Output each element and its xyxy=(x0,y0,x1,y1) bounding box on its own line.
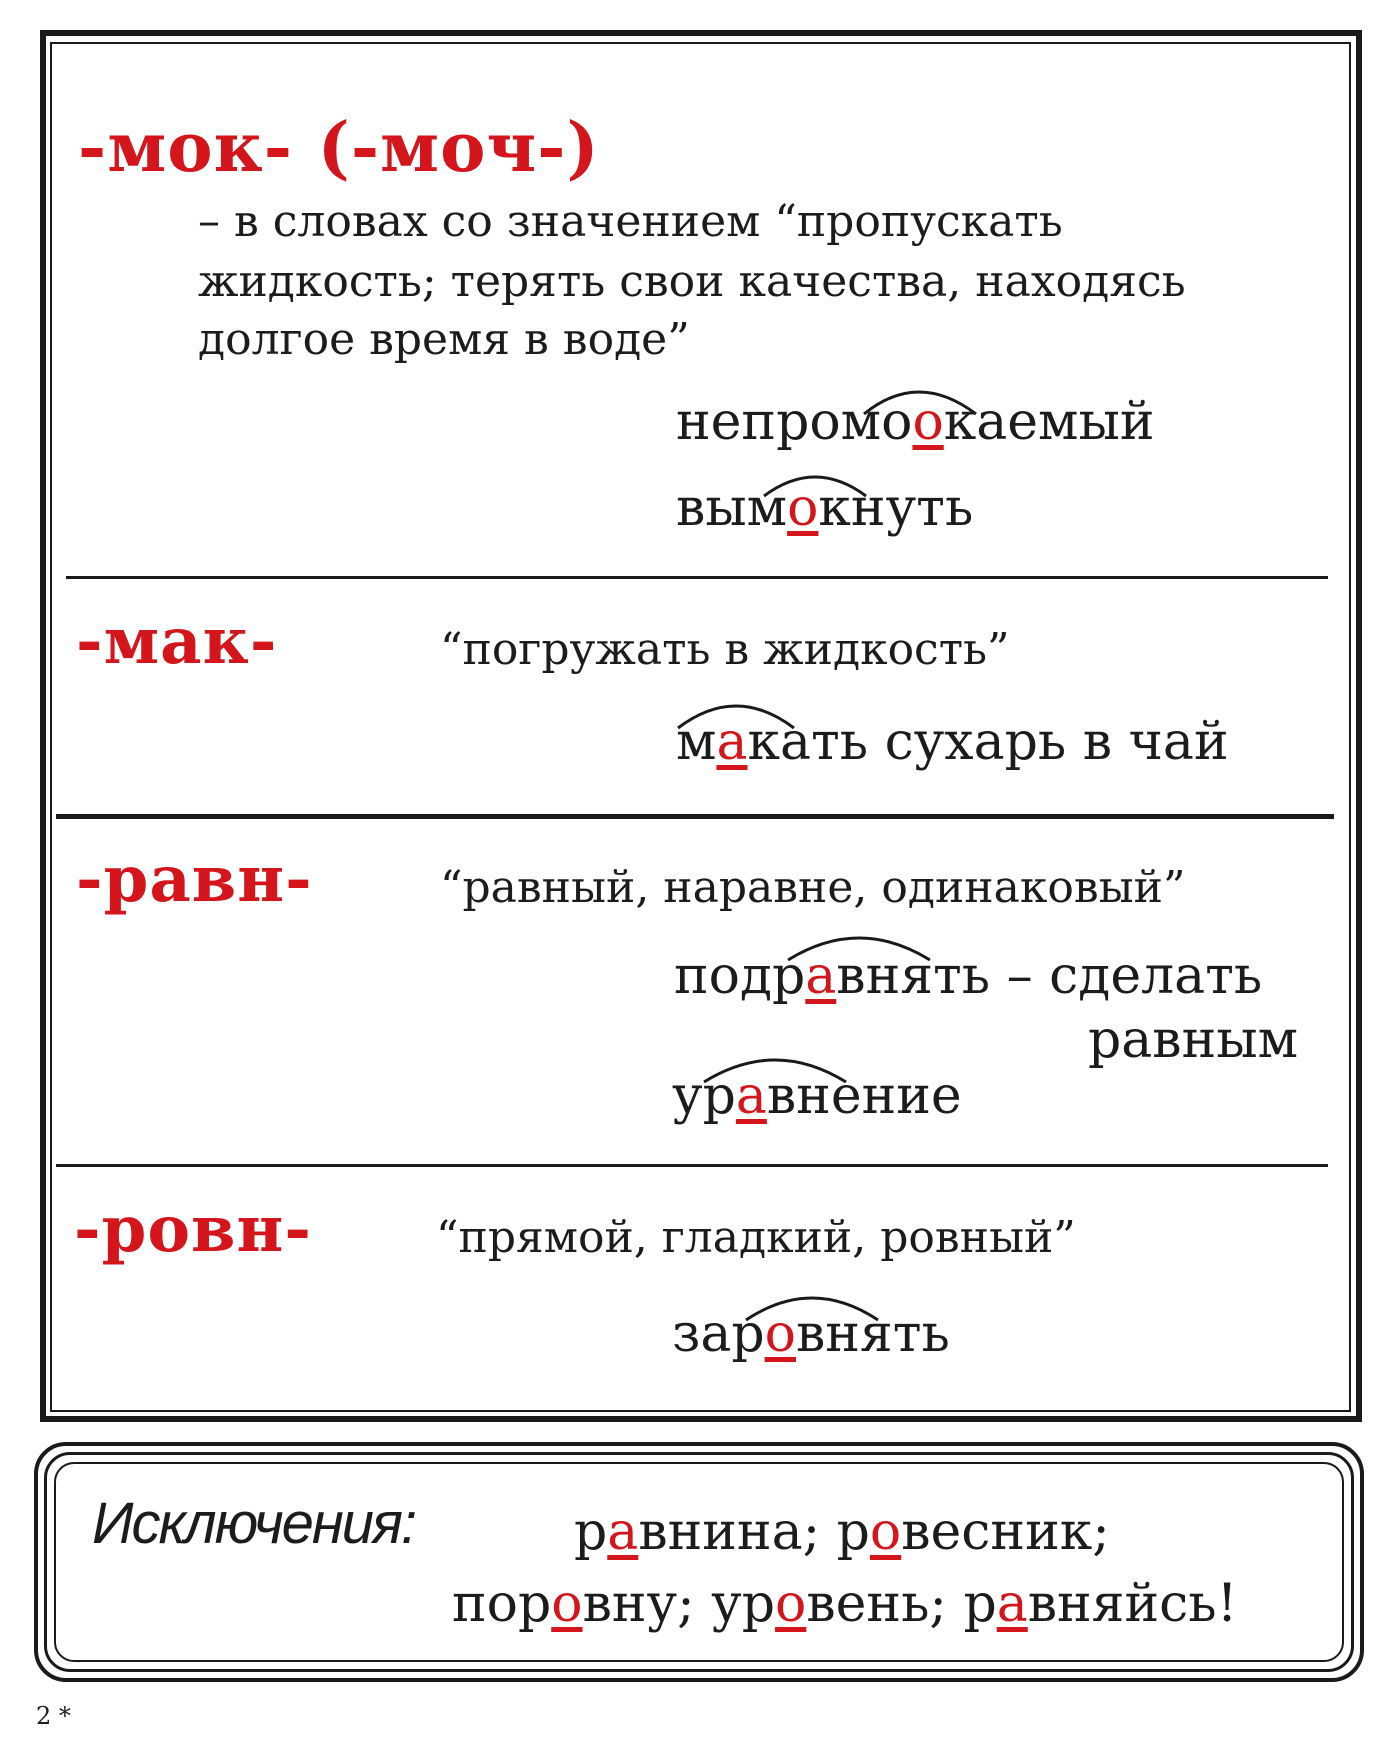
example-word: заровнять xyxy=(672,1304,950,1364)
section-divider xyxy=(56,1164,1328,1167)
highlighted-vowel: о xyxy=(787,478,819,538)
root-rovn: -ровн- xyxy=(74,1192,312,1267)
example-word: подравнять – сделать xyxy=(674,946,1263,1006)
example-word: вымокнуть xyxy=(676,478,974,538)
highlighted-vowel: о xyxy=(869,1502,902,1562)
highlighted-vowel: а xyxy=(607,1502,639,1562)
meaning-mok-line-3: долгое время в воде” xyxy=(198,314,690,365)
meaning-mok-line-1: – в словах со значением “пропускать xyxy=(198,196,1063,247)
highlighted-vowel: а xyxy=(716,712,748,772)
root-ravn: -равн- xyxy=(76,842,313,917)
meaning-mok-line-2: жидкость; терять свои качества, находясь xyxy=(198,256,1186,307)
page-number: 2 * xyxy=(36,1702,71,1730)
highlighted-vowel: а xyxy=(996,1574,1028,1634)
root-mok: -мок- (-моч-) xyxy=(78,108,600,188)
meaning-mak: “погружать в жидкость” xyxy=(440,624,1010,675)
exceptions-line-1: равнина; ровесник; xyxy=(574,1502,1110,1562)
meaning-rovn: “прямой, гладкий, ровный” xyxy=(436,1212,1076,1263)
highlighted-vowel: о xyxy=(764,1304,796,1364)
example-word: макать сухарь в чай xyxy=(676,712,1229,772)
exceptions-line-2: поровну; уровень; равняйсь! xyxy=(452,1574,1238,1634)
highlighted-vowel: о xyxy=(775,1574,807,1634)
exceptions-title: Исключения: xyxy=(92,1491,416,1556)
highlighted-vowel: а xyxy=(805,946,837,1006)
example-continuation: равным xyxy=(1088,1010,1299,1070)
example-word: непромоокаемый xyxy=(676,392,1155,452)
highlighted-vowel: о xyxy=(912,392,944,452)
section-divider xyxy=(56,814,1334,819)
highlighted-vowel: о xyxy=(551,1574,583,1634)
root-mak: -мак- xyxy=(76,604,278,679)
section-divider xyxy=(66,576,1328,579)
meaning-ravn: “равный, наравне, одинаковый” xyxy=(440,862,1186,913)
example-word: уравнение xyxy=(672,1066,962,1126)
highlighted-vowel: а xyxy=(735,1066,767,1126)
